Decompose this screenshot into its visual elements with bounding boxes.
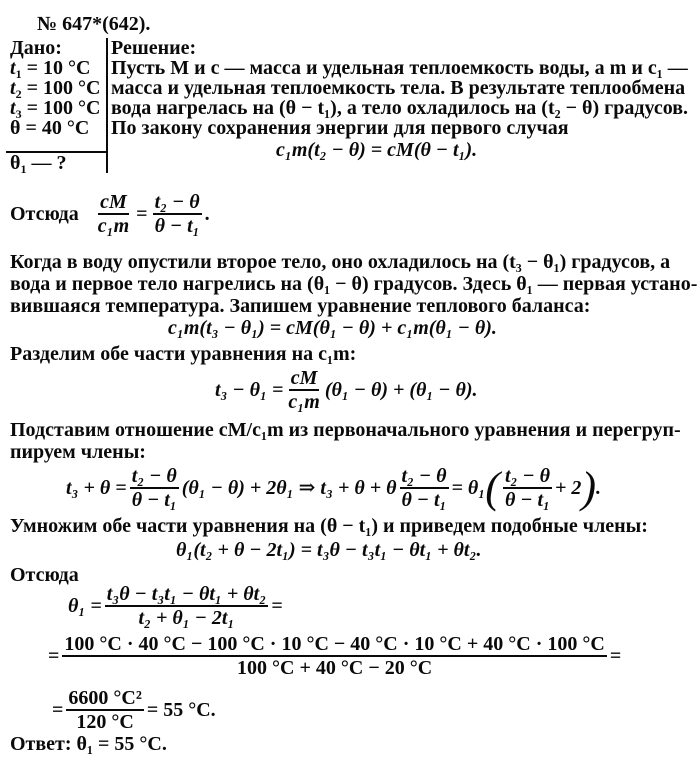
hence-1-label: Отсюда <box>10 203 79 225</box>
para2-line-1: Когда в воду опустили второе тело, оно охладилось на (t₃ − θ₁) градусов, а <box>10 251 671 273</box>
substitute-line-1: Подставим отношение cM/c₁m из первоначального уравнения и перегруп- <box>10 419 681 441</box>
fraction-eq4-1: $\frac{\text{t₂ − θ}}{\text{θ − t₁}}$ <box>131 465 177 511</box>
equation-8: = $\frac{\text{6600 °C²}}{120 ^\circ C}$ = 55 °C. <box>52 687 216 733</box>
hence-1: Отсюда $\frac{cM}{\text{c₁m}}$ = $\frac{\text{t₂ − θ}}{\text{θ − t₁}}$ . <box>10 191 210 237</box>
substitute-line-2: пируем члены: <box>10 441 146 463</box>
fraction-temperature-ratio: $\frac{\text{t₂ − θ}}{\text{θ − t₁}}$ <box>154 191 200 237</box>
given-item-t3: $t_3 = 100$ °C <box>10 97 101 121</box>
para2-line-2: вода и первое тело нагрелись на (θ₁ − θ) градусов. Здесь θ₁ — первая устано- <box>10 273 698 295</box>
problem-number: № 647*(642). <box>37 13 151 35</box>
fraction-cM-over-c1m: $\frac{cM}{\text{c₁m}}$ <box>97 191 130 237</box>
intro-line-1: Пусть M и c — масса и удельная теплоемкость воды, а m и c₁ — <box>111 57 688 79</box>
intro-line-3: вода нагрелась на (θ − t₁), а тело охладилось на (t₂ − θ) градусов. <box>111 97 689 119</box>
para2-line-3: вившаяся температура. Запишем уравнение теплового баланса: <box>10 295 591 317</box>
given-item-theta: θ = 40 °C <box>10 117 90 139</box>
equation-1: c₁m(t₂ − θ) = cM(θ − t₁). <box>276 139 478 161</box>
equation-5: θ₁(t₂ + θ − 2t₁) = t₃θ − t₃t₁ − θt₁ + θt₂. <box>176 539 482 561</box>
find-item: $\theta_1$ — ? <box>10 152 67 176</box>
fraction-eq4-3: $\frac{\text{t₂ − θ}}{\text{θ − t₁}}$ <box>504 465 550 511</box>
fraction-result: $\frac{\text{6600 °C²}}{120 ^\circ C}$ <box>68 687 142 733</box>
equation-4: t₃ + θ = $\frac{\text{t₂ − θ}}{\text{θ − t₁}}$ (θ₁ − θ) + 2θ₁ ⇒ t₃ + θ + θ $\frac{\text{t₂ − θ}}{\text{θ − t₁}}$ = θ₁ ( $\frac{\text{t₂ − θ}}{\text{θ − t₁}}$ + 2 ) . <box>66 463 602 512</box>
hence-2-label: Отсюда <box>10 564 79 586</box>
divide-text: Разделим обе части уравнения на c₁m: <box>10 343 357 365</box>
fraction-theta1: $\frac{\text{t₃θ − t₃t₁ − θt₁ + θt₂}}{\text{t₂ + θ₁ − 2t₁}}$ <box>106 583 267 629</box>
solution-label: Решение: <box>111 37 197 59</box>
given-divider-vertical <box>106 38 108 173</box>
given-item-t1: $t_1 = 10$ °C <box>10 57 91 81</box>
equation-7: = 100 °C · 40 °C − 100 °C · 10 °C − 40 °C · 10 °C + 40 °C · 100 °C 100 °C + 40 °C − 20 °C = <box>48 633 622 679</box>
fraction-numeric: 100 °C · 40 °C − 100 °C · 10 °C − 40 °C · 10 °C + 40 °C · 100 °C 100 °C + 40 °C − 20 °C <box>64 633 605 679</box>
equation-2: c₁m(t₃ − θ₁) = cM(θ₁ − θ) + c₁m(θ₁ − θ). <box>168 317 497 339</box>
equation-3: t₃ − θ₁ = $\frac{cM}{\text{c₁m}}$ (θ₁ − θ) + (θ₁ − θ). <box>215 367 478 413</box>
equation-6: θ₁ = $\frac{\text{t₃θ − t₃t₁ − θt₁ + θt₂}}{\text{t₂ + θ₁ − 2t₁}}$ = <box>68 583 283 629</box>
fraction-eq4-2: $\frac{\text{t₂ − θ}}{\text{θ − t₁}}$ <box>401 465 447 511</box>
fraction-cM-over-c1m-2: $\frac{cM}{\text{c₁m}}$ <box>288 367 320 413</box>
answer: Ответ: θ₁ = 55 °C. <box>10 733 167 755</box>
intro-line-2: масса и удельная теплоемкость тела. В результате теплообмена <box>111 77 686 99</box>
given-label: Дано: <box>10 37 62 59</box>
given-item-t2: $t_2 = 100$ °C <box>10 77 101 101</box>
multiply-text: Умножим обе части уравнения на (θ − t₁) и приведем подобные члены: <box>10 515 648 537</box>
intro-line-4: По закону сохранения энергии для первого случая <box>111 117 569 139</box>
